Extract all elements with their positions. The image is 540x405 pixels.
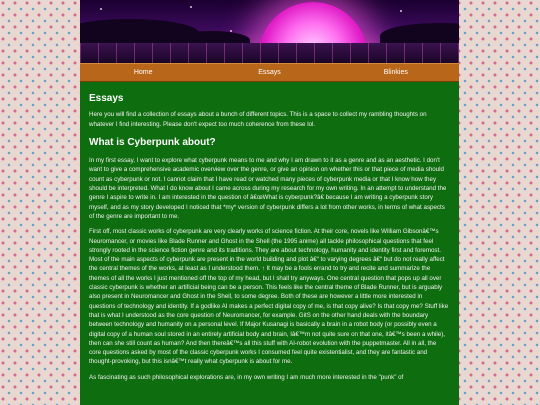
intro-paragraph: Here you will find a collection of essays about a bunch of different topics. This is a space to collect my rambling thoughts on whatever I find interesting. Please don't expect too much coherence from these lol.: [89, 111, 427, 128]
page-title: Essays: [89, 93, 124, 104]
grid-ground-graphic: [80, 43, 459, 63]
main-content: [80, 82, 459, 382]
header-banner: [80, 0, 459, 63]
nav-link-home[interactable]: Home: [133, 69, 153, 76]
essay-paragraph: First off, most classic works of cyberpunk are very clearly works of science fiction. At their core, novels like William Gibsonâ€™s Neuromancer, or movies like Blade Runner and Ghost in the Shell (the 1995 anime) all tackle philosophical questions that feel strongly rooted in the science fiction genre and its traditions. They are about technology, humanity and identity first and foremost. Most of the main aspects of cyberpunk are present in the world building and plot â€“ to varying degrees â€“ but do not really affect the central themes of the works, at least as I understood them. ↑ It may be a fools errand to try and recite and summarize the themes of all the works I just mentioned off the top of my head, but I shall try anyways. One central question that pops up all over classic cyberpunk is whether an artificial being can be a person. This feels like the central theme of Blade Runner, but is arguably also present in Neuromancer and Ghost in the Shell, to some degree. Both of these are however a little more interested in questions of technology and identity. If a godlike AI makes a perfect digital copy of me, is that copy alive? Is that copy me? Stuff like that is what I understood as the core question of Neuromancer, for example. GitS on the other hand deals with the boundary between technology and humanity on a personal level. If Major Kusanagi is basically a brain in a robot body (or possibly even a digital copy of a human soul stored in an entirely artificial body and brain, Iâ€™m not quite sure on that one, itâ€™s been a while), then can she still count as human? And then thereâ€™s all this stuff with AI-robot evolution with the puppetmaster. All in all, the core questions asked by most of the classic cyberpunk works I consumed feel quite existentialist, and they are fantastic and thought-provoking, but this isnâ€™t really what cyberpunk is about for me.: [89, 228, 449, 366]
essay-paragraph: In my first essay, I want to explore what cyberpunk means to me and why I am drawn to it as a genre and as an aesthetic. I don't want to give a comprehensive academic overview over the genre, or give an opinion on whether this or that piece of media should count as cyberpunk or not. I cannot claim that I have read or watched many pieces of cyberpunk media or that I know how they should be interpreted. What I do know about I came across during my research for my own writing. In an attempt to understand the genre I aspire to write in. I am interested in the question of â€œWhat is cyberpunk?â€ because I am writing a cyberpunk story myself, and as my story developed I noticed that *my* version of cyberpunk differs a lot from other works, in terms of what aspects of the genre are important to me.: [89, 157, 447, 220]
main-nav: [80, 63, 459, 82]
page-container: [80, 0, 459, 405]
nav-link-blinkies[interactable]: Blinkies: [383, 69, 408, 76]
nav-link-essays[interactable]: Essays: [258, 69, 281, 76]
essay-paragraph: As fascinating as such philosophical explorations are, in my own writing I am much more interested in the "punk" of: [89, 373, 404, 381]
essay-title: What is Cyberpunk about?: [89, 136, 216, 148]
